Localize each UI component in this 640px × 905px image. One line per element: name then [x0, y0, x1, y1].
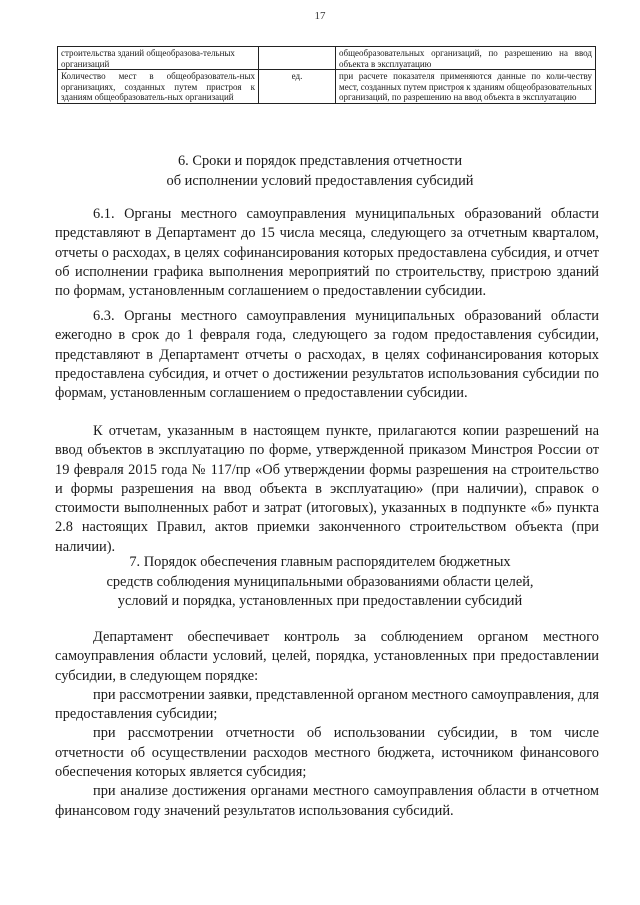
table-cell-method: общеобразовательных организаций, по разрешению на ввод объекта в эксплуатацию	[336, 47, 596, 70]
table-cell-unit: ед.	[259, 70, 336, 104]
table-row	[58, 70, 596, 104]
section-7-title-line: средств соблюдения муниципальными образованиями области целей,	[106, 573, 534, 590]
table-row	[58, 47, 596, 70]
paragraph-control-item: при рассмотрении отчетности об использовании субсидии, в том числе отчетности об осуществлении расходов местного бюджета, источником финансового обеспечения которых является субсидия;	[55, 725, 599, 781]
section-7-title-line: 7. Порядок обеспечения главным распорядителем бюджетных	[129, 554, 511, 570]
indicator-table	[57, 46, 596, 104]
section-7-body	[55, 628, 599, 821]
section-7-title-line: условий и порядка, установленных при предоставлении субсидий	[117, 593, 523, 609]
table-cell-indicator: строительства зданий общеобразова-тельных организаций	[58, 47, 259, 70]
table-cell-method: при расчете показателя применяются данные по коли-честву мест, созданных путем пристроя к зданиям общеобразовательных организаций, по разрешению на ввод объекта в эксплуатацию	[336, 70, 596, 104]
table-cell-unit	[259, 47, 336, 70]
section-6-title-line: 6. Сроки и порядок представления отчетности	[177, 153, 463, 169]
section-7-title	[0, 553, 640, 612]
paragraph-control-item: при рассмотрении заявки, представленной органом местного самоуправления, для предоставления субсидии;	[55, 686, 599, 723]
section-6-title-line: об исполнении условий предоставления субсидий	[166, 172, 474, 189]
paragraph-6-3: 6.3. Органы местного самоуправления муниципальных образований области ежегодно в срок до 1 февраля года, следующего за годом предоставления субсидии, представляют в Департамент отчеты о расходах, в целях софинансирования которых предоставлена субсидия, и отчет о достижении результатов использования субсидии по формам, установленным соглашением о предоставлении субсидии.	[55, 308, 599, 402]
paragraph-control-intro: Департамент обеспечивает контроль за соблюдением органом местного самоуправления области условий, целей, порядка, установленных при предоставлении субсидии, в следующем порядке:	[55, 629, 599, 684]
table-cell-indicator: Количество мест в общеобразователь-ных организациях, созданных путем пристроя к зданиям общеобразователь-ных организаций	[58, 70, 259, 104]
paragraph-attachments: К отчетам, указанным в настоящем пункте, прилагаются копии разрешений на ввод объектов в эксплуатацию по форме, утвержденной приказом Минстроя России от 19 февраля 2015 года № 117/пр «Об утверждении формы разрешения на строительство и формы разрешения на ввод объекта в эксплуатацию» (при наличии), справок о стоимости выполненных работ и затрат (итоговых), указанных в подпункте «б» пункта 2.8 настоящих Правил, актов приемки законченного строительством объекта (при наличии).	[55, 423, 599, 555]
page-number: 17	[314, 10, 326, 22]
paragraph-control-item: при анализе достижения органами местного самоуправления области в отчетном финансовом году значений результатов использования субсидий.	[55, 783, 599, 819]
section-6-title	[0, 152, 640, 191]
paragraph-6-1: 6.1. Органы местного самоуправления муниципальных образований области представляют в Департамент до 15 числа месяца, следующего за отчетным кварталом, отчеты о расходах, в целях софинансирования которых предоставлена субсидия, и отчет об исполнении графика выполнения мероприятий по строительству, пристрою зданий по формам, установленным соглашением о предоставлении субсидии.	[55, 206, 599, 300]
